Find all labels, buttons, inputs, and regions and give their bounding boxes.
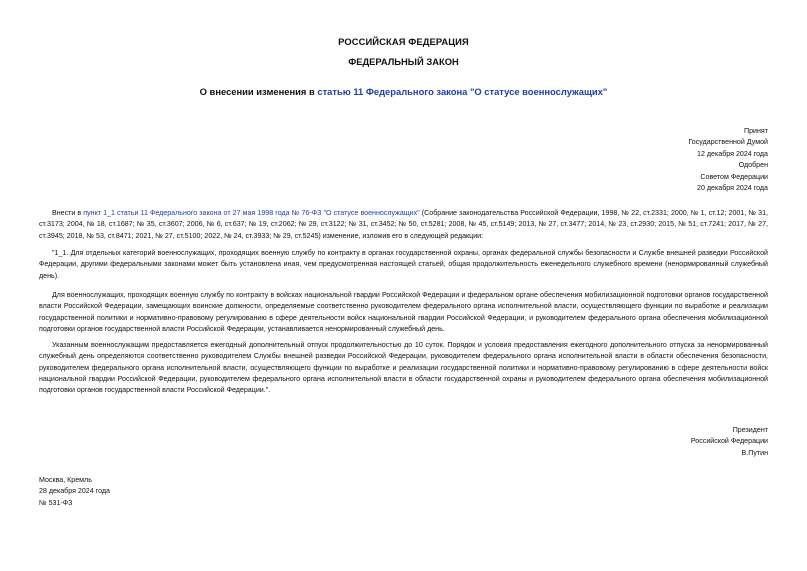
signing-place: Москва, Кремль bbox=[39, 476, 92, 484]
law-title-prefix: О внесении изменения в bbox=[199, 86, 318, 97]
country-heading: РОССИЙСКАЯ ФЕДЕРАЦИЯ bbox=[338, 36, 469, 47]
adoption-line-council-date: 20 декабря 2024 года bbox=[697, 184, 768, 193]
law-title bbox=[0, 86, 807, 97]
adoption-block bbox=[688, 126, 768, 194]
signature-country: Российской Федерации bbox=[690, 437, 768, 446]
adoption-line-approved: Одобрен bbox=[738, 161, 768, 170]
paragraph-amendment-prefix: Внести в bbox=[52, 209, 84, 217]
paragraph-additional-leave: Указанным военнослужащим предоставляется ежегодный дополнительный отпуск продолжительностью до 10 суток. Порядок и условия предоставления ежегодного дополнительного отпуска за ненормированный служебный день определяются соответственно руководителем Службы внешней разведки Российской Федерации, руководителем федерального органа исполнительной власти в области обеспечения безопасности, руководителем федерального органа исполнительной власти, осуществляющего функции по выработке и реализации государственной политики и нормативно-правовому регулированию в сфере деятельности войск национальной гвардии Российской Федерации, руководителем федерального органа исполнительной власти в области государственной охраны и руководителем федерального органа обеспечения мобилизационной подготовки органов государственной власти Российской Федерации.". bbox=[39, 341, 768, 395]
adoption-line-duma: Государственной Думой bbox=[688, 138, 768, 147]
signature-name: В.Путин bbox=[741, 448, 768, 457]
paragraph-clause-1-1: "1_1. Для отдельных категорий военнослужащих, проходящих военную службу по контракту в органах государственной охраны, органах федеральной службы безопасности и Службе внешней разведки Российской Федерации, другими федеральными законами может быть установлена иная, чем предусмотренная настоящей статьей, общая продолжительность еженедельного служебного времени (ненормированный служебный день). bbox=[39, 249, 768, 280]
paragraph-amendment bbox=[39, 208, 768, 242]
signing-details bbox=[39, 475, 110, 509]
law-number: № 531-ФЗ bbox=[39, 498, 73, 507]
adoption-line-adopted: Принят bbox=[743, 127, 768, 135]
law-title-link[interactable]: статью 11 Федерального закона "О статусе военнослужащих" bbox=[317, 86, 608, 97]
signature-block bbox=[691, 425, 768, 459]
paragraph-national-guard: Для военнослужащих, проходящих военную службу по контракту в войсках национальной гвардии Российской Федерации и федеральном органе обеспечения мобилизационной подготовки органов государственной власти Российской Федерации, замещающих воинские должности, определяемые соответственно руководителем федерального органа исполнительной власти, осуществляющего функции по выработке и реализации государственной политики и нормативно-правовому регулированию в сфере деятельности войск национальной гвардии Российской Федерации, и руководителем федерального органа обеспечения мобилизационной подготовки органов государственной власти Российской Федерации, устанавливается ненормированный служебный день. bbox=[39, 291, 768, 333]
signing-date: 28 декабря 2024 года bbox=[39, 487, 110, 496]
adoption-line-duma-date: 12 декабря 2024 года bbox=[697, 149, 768, 158]
document-type-heading: ФЕДЕРАЛЬНЫЙ ЗАКОН bbox=[348, 56, 459, 67]
signature-title: Президент bbox=[732, 426, 768, 434]
article-link[interactable]: пункт 1_1 статьи 11 Федерального закона от 27 мая 1998 года № 76-ФЗ "О статусе военнослужащих" bbox=[83, 209, 420, 217]
adoption-line-council: Советом Федерации bbox=[700, 172, 768, 181]
paragraph-amendment-suffix: (Собрание законодательства Российской Федерации, 1998, № 22, ст.2331; 2000, № 1, ст.12; 2001, № 31, ст.3173; 2004, № 18, ст.1687; № 35, ст.3607; 2006, № 6, ст.637; № 19, ст.2062; № 29, ст.3122; № 31, ст.3452; № 50, ст.5281; 2008, № 45, ст.5149; 2013, № 27, ст.3477; 2014, № 23, ст.2930; 2015, № 51, ст.7241; 2017, № 27, ст.3945; 2018, № 53, ст.8471; 2021, № 27, ст.5100; 2022, № 24, ст.3933; № 29, ст.5245) изменение, изложив его в следующей редакции: bbox=[39, 209, 768, 240]
